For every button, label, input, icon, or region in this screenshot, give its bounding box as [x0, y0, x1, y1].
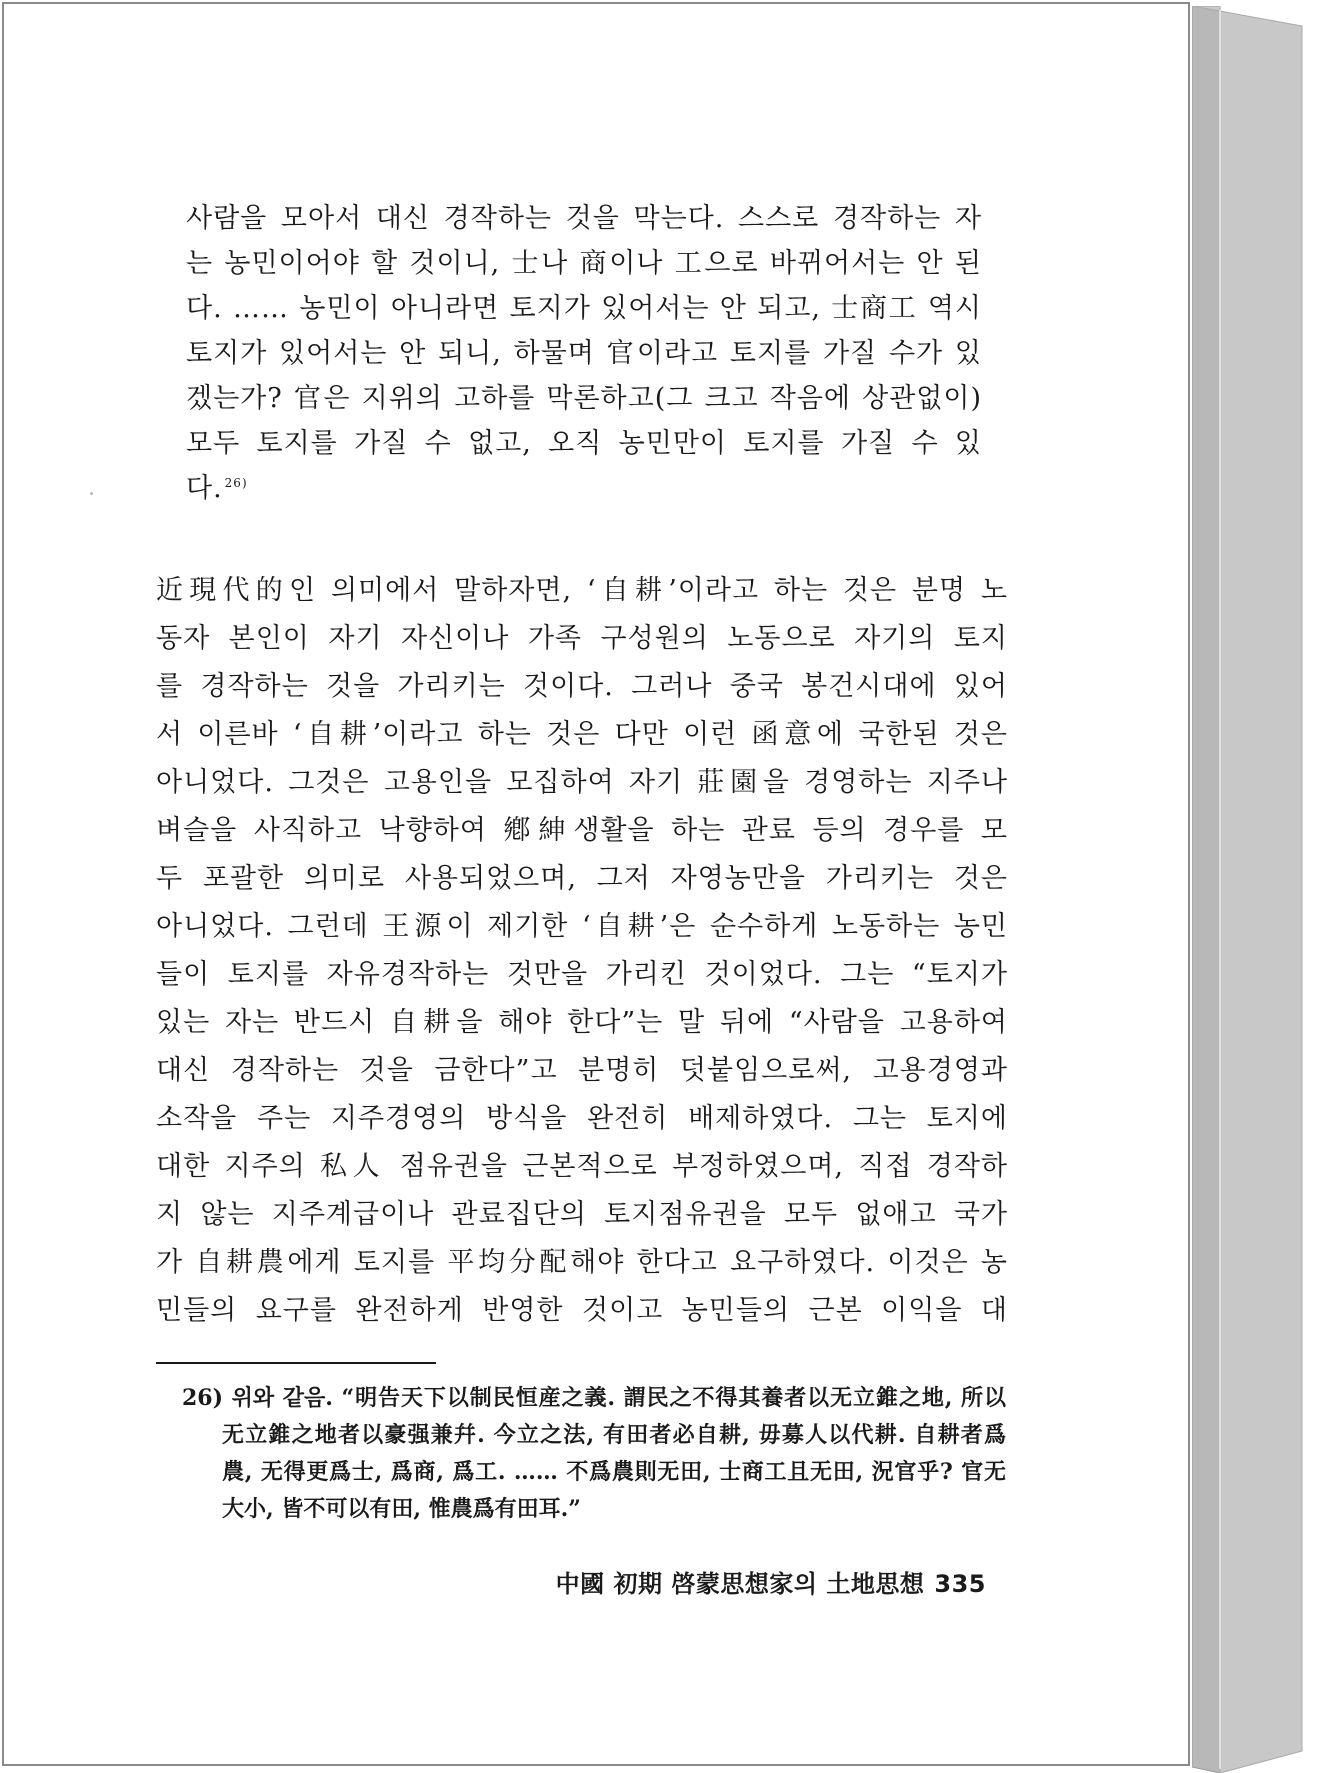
body-line: 아니었다. 그런데 王源이 제기한 ‘自耕’은 순수하게 노동하는 농민 [156, 911, 1008, 942]
body-line: 벼슬을 사직하고 낙향하여 鄕紳생활을 하는 관료 등의 경우를 모 [156, 815, 1008, 846]
quote-line: 다. …… 농민이 아니라면 토지가 있어서는 안 되고, 士商工 역시 [186, 293, 982, 324]
body-line: 민들의 요구를 완전하게 반영한 것이고 농민들의 근본 이익을 대 [156, 1295, 1008, 1326]
quote-line: 사람을 모아서 대신 경작하는 것을 막는다. 스스로 경작하는 자 [186, 203, 982, 234]
page-stack-edge [1192, 6, 1332, 1773]
page-stack-side [1192, 6, 1220, 1773]
book-page [2, 2, 1190, 1766]
body-line: 아니었다. 그것은 고용인을 모집하여 자기 莊園을 경영하는 지주나 [156, 767, 1008, 798]
footnote-line: 大小, 皆不可以有田, 惟農爲有田耳.” [222, 1496, 581, 1522]
body-paragraph [156, 567, 1008, 1335]
footnote-line: 26) 위와 같음. “明告天下以制民恒産之義. 謂民之不得其養者以无立錐之地, 所以 [182, 1385, 1006, 1411]
block-quote [186, 196, 982, 511]
scan-speck [90, 492, 93, 495]
body-line: 대한 지주의 私人 점유권을 근본적으로 부정하였으며, 직접 경작하 [156, 1151, 1008, 1182]
quote-line: 는 농민이어야 할 것이니, 士나 商이나 工으로 바뀌어서는 안 된 [186, 248, 982, 279]
footnote-divider [156, 1362, 436, 1364]
body-line: 를 경작하는 것을 가리키는 것이다. 그러나 중국 봉건시대에 있어 [156, 671, 1008, 702]
body-line: 近現代的인 의미에서 말하자면, ‘自耕’이라고 하는 것은 분명 노 [156, 575, 1008, 606]
running-footer [556, 1564, 986, 1599]
page-stack-shape [1192, 6, 1332, 1773]
quote-last-text: 다. [186, 473, 223, 504]
quote-line: 토지가 있어서는 안 되니, 하물며 官이라고 토지를 가질 수가 있 [186, 338, 982, 369]
page-number: 335 [934, 1570, 986, 1598]
body-line: 소작을 주는 지주경영의 방식을 완전히 배제하였다. 그는 토지에 [156, 1103, 1008, 1134]
body-line: 있는 자는 반드시 自耕을 해야 한다”는 말 뒤에 “사람을 고용하여 [156, 1007, 1008, 1038]
footnote-line: 无立錐之地者以豪强兼幷. 今立之法, 有田者必自耕, 毋募人以代耕. 自耕者爲 [222, 1422, 1006, 1448]
quote-line: 겠는가? 官은 지위의 고하를 막론하고(그 크고 작음에 상관없이) [186, 383, 982, 414]
body-line: 들이 토지를 자유경작하는 것만을 가리킨 것이었다. 그는 “토지가 [156, 959, 1008, 990]
running-title: 中國 初期 啓蒙思想家의 土地思想 [555, 1570, 925, 1598]
body-line: 대신 경작하는 것을 금한다”고 분명히 덧붙임으로써, 고용경영과 [156, 1055, 1008, 1086]
body-line: 동자 본인이 자기 자신이나 가족 구성원의 노동으로 자기의 토지 [156, 623, 1008, 654]
body-line: 서 이른바 ‘自耕’이라고 하는 것은 다만 이런 函意에 국한된 것은 [156, 719, 1008, 750]
body-line: 두 포괄한 의미로 사용되었으며, 그저 자영농만을 가리키는 것은 [156, 863, 1008, 894]
footnote-line: 農, 无得更爲士, 爲商, 爲工. …… 不爲農則无田, 士商工且无田, 況官乎? 官无 [222, 1459, 1006, 1485]
quote-line: 모두 토지를 가질 수 없고, 오직 농민만이 토지를 가질 수 있 [186, 428, 982, 459]
body-line: 지 않는 지주계급이나 관료집단의 토지점유권을 모두 없애고 국가 [156, 1199, 1008, 1230]
footnote-reference: 26) [224, 476, 248, 490]
quote-last-line [186, 466, 982, 511]
footnote-26 [182, 1380, 1006, 1528]
body-line: 가 自耕農에게 토지를 平均分配해야 한다고 요구하였다. 이것은 농 [156, 1247, 1008, 1278]
